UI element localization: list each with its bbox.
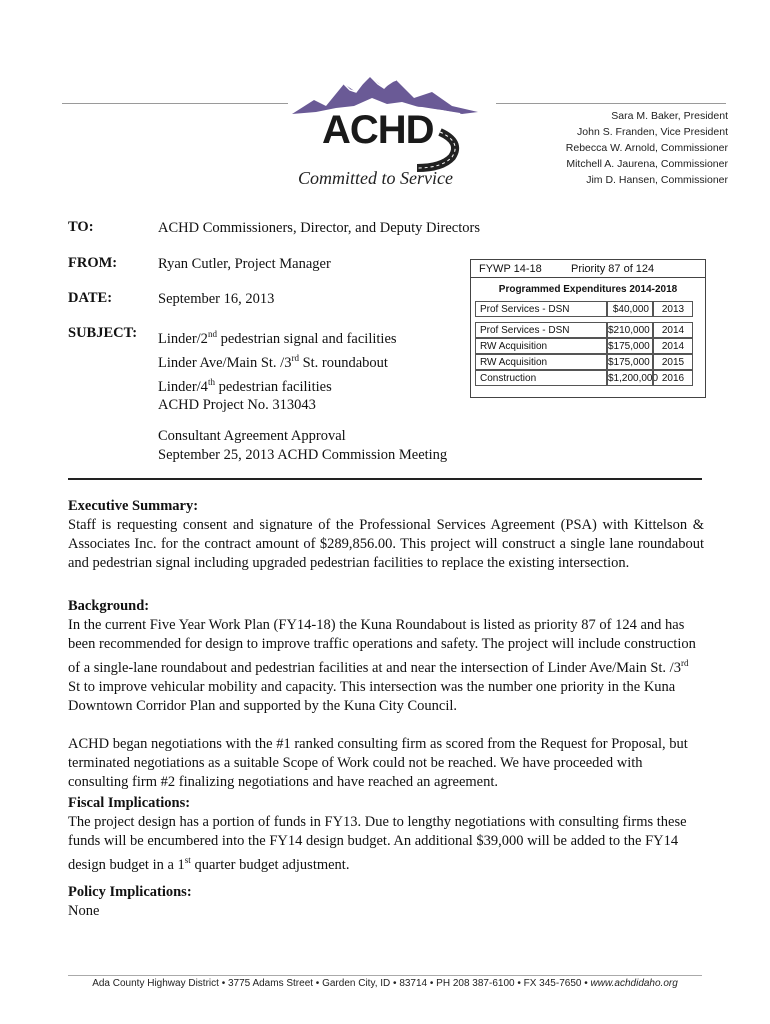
to-value: ACHD Commissioners, Director, and Deputy Directors [158,220,480,236]
logo-tagline: Committed to Service [298,168,453,188]
table-cell: RW Acquisition [475,338,607,354]
section-heading: Policy Implications: [68,884,192,900]
table-cell: $210,000 [607,322,653,338]
expenditures-table [470,259,706,398]
achd-logo [292,72,492,192]
date-value: September 16, 2013 [158,291,275,307]
table-cell: Prof Services - DSN [475,322,607,338]
subject-line: September 25, 2013 ACHD Commission Meeting [158,447,448,464]
table-cell: Prof Services - DSN [475,301,607,317]
from-value: Ryan Cutler, Project Manager [158,256,331,272]
footer [68,978,702,989]
background-section [68,597,704,792]
table-cell: 2016 [653,370,693,386]
to-label: TO: [68,219,94,235]
logo-text: ACHD [322,108,434,152]
section-text: None [68,903,100,919]
table-cell: $175,000 [607,354,653,370]
subject-line: ACHD Project No. 313043 [158,397,316,414]
section-text: In the current Five Year Work Plan (FY14-18) the Kuna Roundabout is listed as priority 87 of 124 and has been recommended for design to improve traffic operations and safety. The project will include construction of a single-lane roundabout and pedestrian facilities at and near the intersection of Linder Ave/Main St. /3rd St to improve vehicular mobility and capacity. This intersection was the number one priority in the Kuna Downtown Corridor Plan and supported by the Kuna City Council. [68,617,696,714]
table-divider [471,277,705,278]
table-cell: Construction [475,370,607,386]
table-cell: 2014 [653,322,693,338]
section-divider [68,478,702,480]
footer-address: Ada County Highway District • 3775 Adams Street • Garden City, ID • 83714 • PH 208 387-6100 • FX 345-7650 • [92,978,591,989]
subject-line: Linder Ave/Main St. /3rd St. roundabout [158,352,388,371]
section-heading: Executive Summary: [68,498,199,514]
commissioner-name: Rebecca W. Arnold, Commissioner [565,142,728,154]
table-cell: $40,000 [607,301,653,317]
policy-section [68,883,704,921]
date-label: DATE: [68,290,113,306]
commissioner-name: Sara M. Baker, President [611,110,728,122]
section-heading: Fiscal Implications: [68,795,191,811]
commissioner-name: Jim D. Hansen, Commissioner [586,174,728,186]
commissioner-name: Mitchell A. Jaurena, Commissioner [566,158,728,170]
subject-label: SUBJECT: [68,325,138,341]
commissioner-list [566,108,728,188]
section-text: Staff is requesting consent and signature of the Professional Services Agreement (PSA) with Kittelson & Associates Inc. for the contract amount of $289,856.00. This project will construct a single lane roundabout and pedestrian signal including upgraded pedestrian facilities to replace the existing intersection. [68,517,704,571]
table-cell: $175,000 [607,338,653,354]
section-heading: Background: [68,598,150,614]
table-cell: $1,200,000 [607,370,653,386]
footer-website-link[interactable]: www.achdidaho.org [590,978,678,989]
subject-line: Linder/4th pedestrian facilities [158,376,332,395]
subject-line: Linder/2nd pedestrian signal and facilities [158,329,397,347]
fiscal-section [68,794,704,875]
footer-rule [68,975,702,976]
fywp-label: FYWP 14-18 [479,263,542,275]
table-cell: 2014 [653,338,693,354]
section-text: ACHD began negotiations with the #1 ranked consulting firm as scored from the Request for Proposal, but terminated negotiations as a suitable Scope of Work could not be reached. We have proceeded with consulting firm #2 finalizing negotiations and have reached an agreement. [68,735,688,790]
table-cell: 2015 [653,354,693,370]
priority-label: Priority 87 of 124 [571,263,655,275]
subject-block [158,325,447,465]
subject-line: Consultant Agreement Approval [158,428,346,445]
header-rule-right [496,103,726,104]
section-text: The project design has a portion of funds in FY13. Due to lengthy negotiations with consulting firms these funds will be encumbered into the FY14 design budget. An additional $39,000 will be added to the FY14 design budget in a 1st quarter budget adjustment. [68,814,687,873]
table-cell: 2013 [653,301,693,317]
table-title: Programmed Expenditures 2014-2018 [498,284,678,295]
header-rule-left [62,103,288,104]
from-label: FROM: [68,255,118,271]
executive-summary [68,497,704,573]
table-cell: RW Acquisition [475,354,607,370]
commissioner-name: John S. Franden, Vice President [577,126,728,138]
